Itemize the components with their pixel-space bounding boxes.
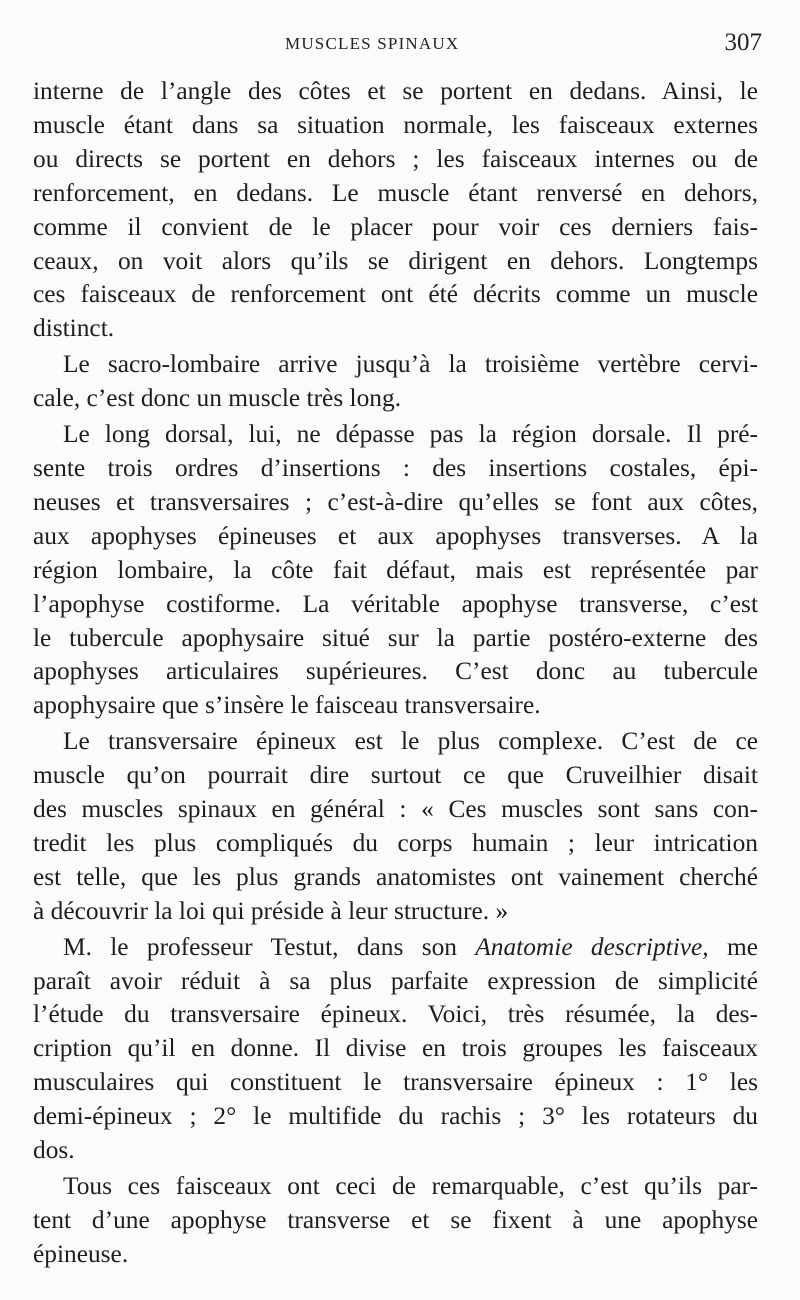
text-line: comme il convient de le placer pour voir ces derniers fais- — [33, 212, 758, 241]
text-line: muscle qu’on pourrait dire surtout ce que Cruveilhier disait — [33, 761, 758, 790]
text-line: des muscles spinaux en général : « Ces muscles sont sans con- — [33, 795, 758, 824]
text-line: tent d’une apophyse transverse et se fixent à une apophyse — [33, 1205, 758, 1234]
text-line: l’apophyse costiforme. La véritable apophyse transverse, c’est — [33, 589, 758, 618]
text-line: Le long dorsal, lui, ne dépasse pas la région dorsale. Il pré- — [63, 420, 758, 449]
text-segment: me — [708, 932, 758, 961]
text-line: l’étude du transversaire épineux. Voici, très résumée, la des- — [33, 1000, 758, 1029]
text-line: est telle, que les plus grands anatomistes ont vainement cherché — [33, 862, 758, 891]
text-line: interne de l’angle des côtes et se portent en dedans. Ainsi, le — [33, 77, 758, 105]
text-line: cale, c’est donc un muscle très long. — [33, 384, 402, 413]
text-line: Le transversaire épineux est le plus complexe. C’est de ce — [63, 727, 758, 756]
text-line: aux apophyses épineuses et aux apophyses transverses. A la — [33, 521, 758, 550]
text-line: paraît avoir réduit à sa plus parfaite expression de simplicité — [33, 966, 758, 995]
text-line: le tubercule apophysaire situé sur la partie postéro-externe des — [33, 623, 758, 652]
text-segment: M. le professeur Testut, dans son — [63, 932, 476, 961]
text-line: région lombaire, la côte fait défaut, mais est représentée par — [33, 555, 758, 584]
text-line — [33, 931, 758, 965]
text-line: Le sacro-lombaire arrive jusqu’à la troisième vertèbre cervi- — [63, 350, 758, 379]
text-line: ou directs se portent en dehors ; les faisceaux internes ou de — [33, 144, 758, 173]
text-line: tredit les plus compliqués du corps humain ; leur intrication — [33, 828, 758, 857]
text-line: distinct. — [33, 314, 115, 343]
text-line: cription qu’il en donne. Il divise en trois groupes les faisceaux — [33, 1034, 758, 1063]
body-text — [33, 75, 758, 1272]
text-line: apophysaire que s’insère le faisceau transversaire. — [33, 691, 541, 720]
page-number: 307 — [724, 29, 762, 56]
text-line: musculaires qui constituent le transversaire épineux : 1° les — [33, 1068, 758, 1097]
text-line: apophyses articulaires supérieures. C’est donc au tubercule — [33, 657, 758, 686]
book-title: Anatomie descriptive, — [475, 932, 709, 961]
text-line: sente trois ordres d’insertions : des insertions costales, épi- — [33, 453, 758, 482]
text-line: ceaux, on voit alors qu’ils se dirigent en dehors. Longtemps — [33, 246, 758, 275]
text-line: épineuse. — [33, 1239, 129, 1268]
text-line: renforcement, en dedans. Le muscle étant renversé en dehors, — [33, 178, 758, 207]
text-line: ces faisceaux de renforcement ont été décrits comme un muscle — [33, 280, 758, 309]
running-title: MUSCLES SPINAUX — [285, 34, 460, 53]
text-line: demi-épineux ; 2° le multifide du rachis ; 3° les rotateurs du — [33, 1102, 758, 1131]
text-line: muscle étant dans sa situation normale, les faisceaux externes — [33, 110, 758, 139]
text-line: neuses et transversaires ; c’est-à-dire qu’elles se font aux côtes, — [33, 487, 758, 516]
text-line: Tous ces faisceaux ont ceci de remarquable, c’est qu’ils par- — [63, 1172, 758, 1200]
text-line: dos. — [33, 1136, 75, 1165]
text-line: à découvrir la loi qui préside à leur structure. » — [33, 896, 509, 925]
